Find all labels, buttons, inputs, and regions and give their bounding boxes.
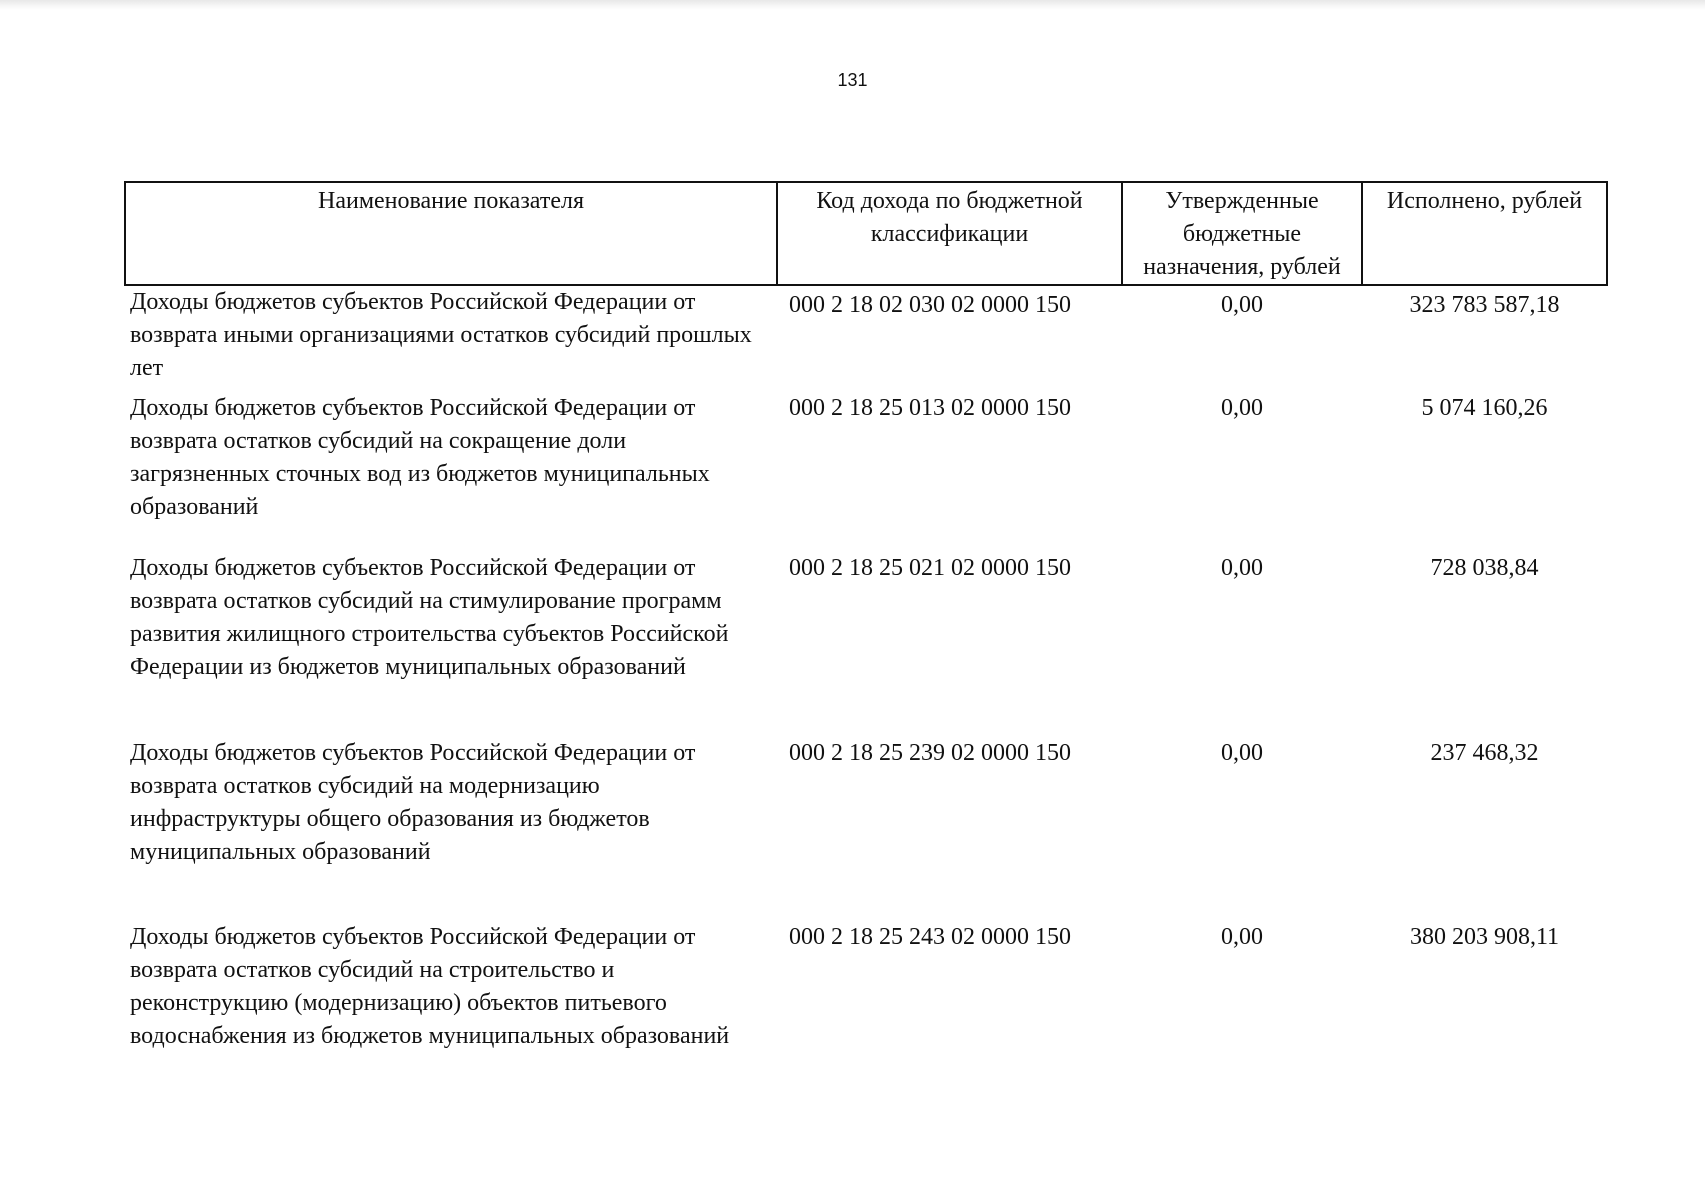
cell-revenue-code: 000 2 18 25 243 02 0000 150 bbox=[789, 924, 1071, 950]
table-row bbox=[125, 921, 1607, 1096]
cell-revenue-code: 000 2 18 25 021 02 0000 150 bbox=[789, 555, 1071, 581]
cell-approved-budget: 0,00 bbox=[1221, 395, 1263, 421]
cell-revenue-code: 000 2 18 02 030 02 0000 150 bbox=[789, 292, 1071, 318]
cell-revenue-code: 000 2 18 25 013 02 0000 150 bbox=[789, 395, 1071, 421]
table-row bbox=[125, 737, 1607, 921]
cell-approved-budget: 0,00 bbox=[1221, 292, 1263, 318]
header-executed: Исполнено, рублей bbox=[1362, 182, 1607, 285]
cell-revenue-code: 000 2 18 25 239 02 0000 150 bbox=[789, 740, 1071, 766]
table-header bbox=[125, 182, 1607, 285]
cell-indicator-name: Доходы бюджетов субъектов Российской Федерации от возврата иными организациями остатков субсидий прошлых лет bbox=[130, 289, 752, 381]
cell-approved-budget: 0,00 bbox=[1221, 555, 1263, 581]
header-revenue-code: Код дохода по бюджетной классификации bbox=[777, 182, 1122, 285]
table-header-row bbox=[125, 182, 1607, 285]
table-row bbox=[125, 285, 1607, 392]
table-row bbox=[125, 552, 1607, 737]
cell-indicator-name: Доходы бюджетов субъектов Российской Федерации от возврата остатков субсидий на сокращение доли загрязненных сточных вод из бюджетов муниципальных образований bbox=[130, 395, 710, 520]
cell-indicator-name: Доходы бюджетов субъектов Российской Федерации от возврата остатков субсидий на строительство и реконструкцию (модернизацию) объектов питьевого водоснабжения из бюджетов муниципальных образований bbox=[130, 924, 730, 1049]
cell-indicator-name: Доходы бюджетов субъектов Российской Федерации от возврата остатков субсидий на модернизацию инфраструктуры общего образования из бюджетов муниципальных образований bbox=[130, 740, 696, 865]
scan-edge bbox=[0, 0, 1705, 10]
cell-approved-budget: 0,00 bbox=[1221, 924, 1263, 950]
cell-indicator-name: Доходы бюджетов субъектов Российской Федерации от возврата остатков субсидий на стимулирование программ развития жилищного строительства субъектов Российской Федерации из бюджетов муниципальных образований bbox=[130, 555, 729, 680]
header-approved-budget: Утвержденные бюджетные назначения, рублей bbox=[1122, 182, 1362, 285]
cell-executed: 237 468,32 bbox=[1430, 740, 1539, 766]
cell-approved-budget: 0,00 bbox=[1221, 740, 1263, 766]
table-body bbox=[125, 285, 1607, 1096]
cell-executed: 728 038,84 bbox=[1430, 555, 1539, 581]
cell-executed: 380 203 908,11 bbox=[1409, 924, 1560, 950]
table-row bbox=[125, 392, 1607, 552]
cell-executed: 323 783 587,18 bbox=[1409, 292, 1560, 318]
budget-revenue-table bbox=[124, 181, 1608, 1096]
header-indicator-name: Наименование показателя bbox=[125, 182, 777, 285]
page-number: 131 bbox=[837, 70, 868, 90]
cell-executed: 5 074 160,26 bbox=[1421, 395, 1548, 421]
